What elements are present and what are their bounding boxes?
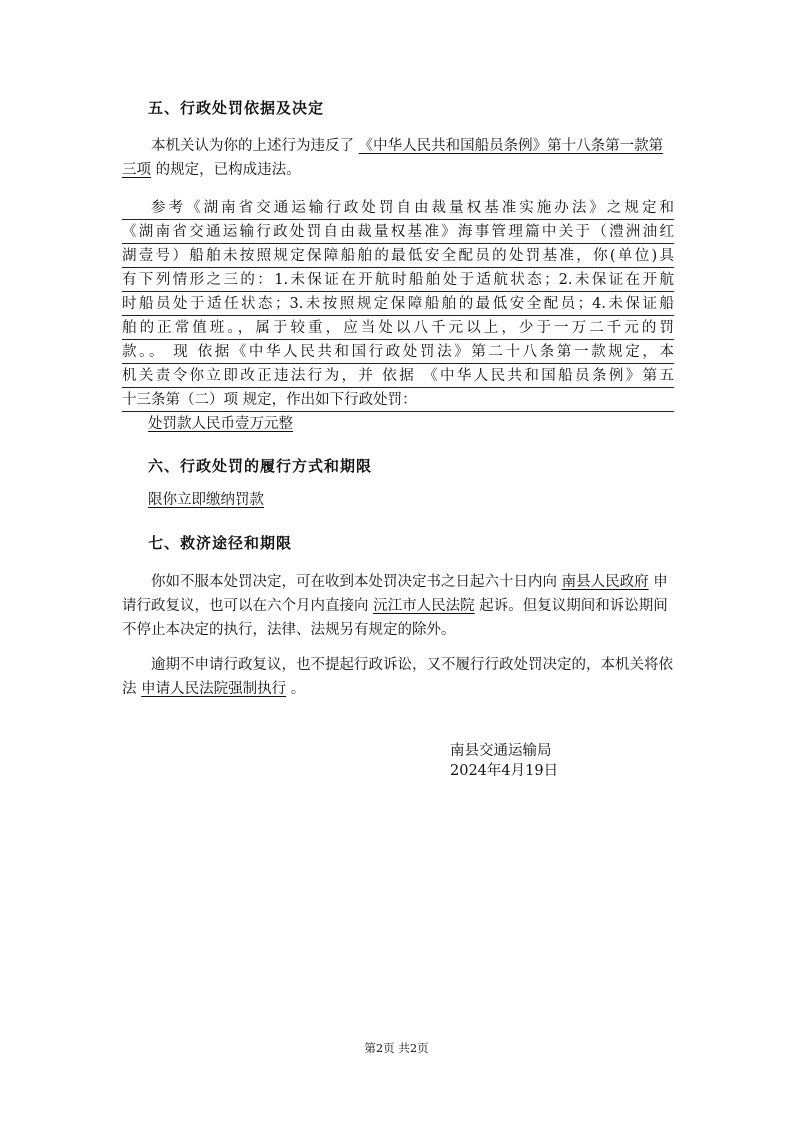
section-6-heading: 六、行政处罚的履行方式和期限 <box>148 457 373 475</box>
signing-date: 2024年4月19日 <box>450 763 559 779</box>
paragraph-line: 有下列情形之三的：1.未保证在开航时船舶处于适航状态；2.未保证在开航 <box>122 268 674 292</box>
paragraph-line: 机关责令你立即改正违法行为，并 依据 《中华人民共和国船员条例》第五 <box>122 364 674 388</box>
section-5-heading: 五、行政处罚依据及决定 <box>148 99 325 117</box>
section-7-heading: 七、救济途径和期限 <box>148 534 293 552</box>
section-7-p1-b: 申请行政复议，也可以在六个月内直接向 <box>122 574 668 614</box>
section-7-paragraph-2 <box>122 653 674 701</box>
court-name: 沅江市人民法院 <box>373 598 475 614</box>
signing-organization: 南县交通运输局 <box>450 743 552 759</box>
section-7-p2-b: 。 <box>290 681 306 697</box>
paragraph-line: 款。。 现 依据《中华人民共和国行政处罚法》第二十八条第一款规定，本 <box>122 340 674 364</box>
payment-method: 限你立即缴纳罚款 <box>148 492 264 508</box>
review-authority: 南县人民政府 <box>561 574 649 590</box>
section-5-p1-lead: 本机关认为你的上述行为违反了 <box>151 138 354 154</box>
paragraph-line: 舶的正常值班。，属于较重，应当处以八千元以上，少于一万二千元的罚 <box>122 316 674 340</box>
paragraph-line: 十三条第（二）项 规定，作出如下行政处罚： <box>122 388 674 412</box>
section-5-paragraph-1 <box>122 134 674 182</box>
section-7-p2-a: 逾期不申请行政复议，也不提起行政诉讼，又不履行行政处罚决定的，本机关将依法 <box>122 657 673 697</box>
section-7-p1-a: 你如不服本处罚决定，可在收到本处罚决定书之日起六十日内向 <box>151 574 557 590</box>
paragraph-line: 湖壹号）船舶未按照规定保障船舶的最低安全配员的处罚基准，你(单位)具 <box>122 244 674 268</box>
paragraph-line: 参考《湖南省交通运输行政处罚自由裁量权基准实施办法》之规定和 <box>122 196 674 220</box>
page-number: 第2页 共2页 <box>364 1041 429 1055</box>
section-7-paragraph-1 <box>122 570 674 642</box>
section-5-p1-tail: 的规定，已构成违法。 <box>155 162 301 178</box>
paragraph-line: 《湖南省交通运输行政处罚自由裁量权基准》海事管理篇中关于（澧洲油红 <box>122 220 674 244</box>
penalty-amount: 处罚款人民币壹万元整 <box>148 416 293 432</box>
section-7-p1-c: 起诉。但复议期间和诉讼期间不停止本决定的执行，法律、法规另有规定的除外。 <box>122 598 668 638</box>
paragraph-line: 时船员处于适任状态；3.未按照规定保障船舶的最低安全配员；4.未保证船 <box>122 292 674 316</box>
enforcement-action: 申请人民法院强制执行 <box>141 681 287 697</box>
section-5-paragraph-2 <box>122 196 674 412</box>
legal-basis-regulation: 《中华人民共和国船员条例》第十八条第一款第三项 <box>122 138 664 178</box>
